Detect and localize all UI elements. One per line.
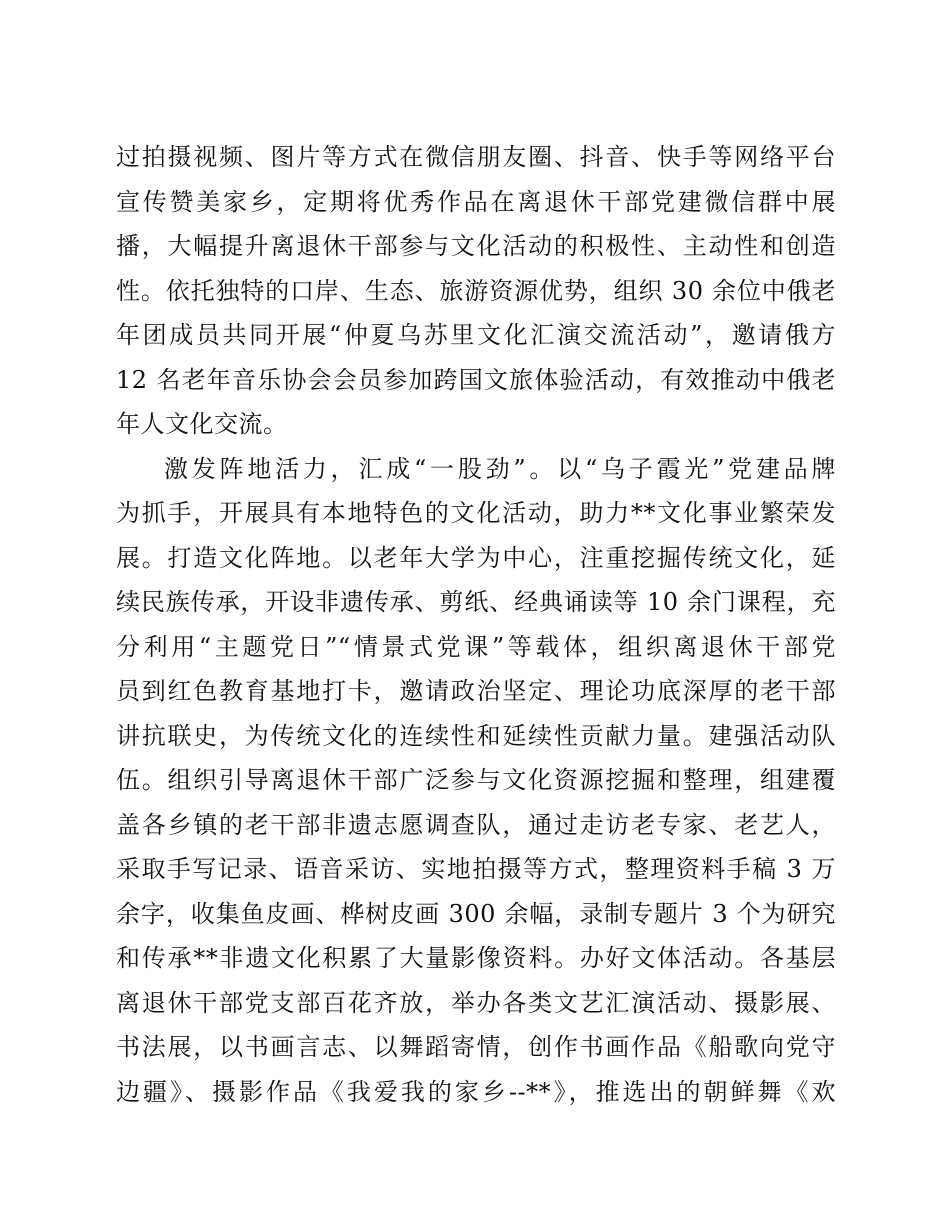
text-line: 盖各乡镇的老干部非遗志愿调查队，通过走访老专家、老艺人， xyxy=(116,810,836,839)
text-line: 伍。组织引导离退休干部广泛参与文化资源挖掘和整理，组建覆 xyxy=(116,766,836,794)
text-line: 书法展，以书画言志、以舞蹈寄情，创作书画作品《船歌向党守 xyxy=(116,1033,836,1061)
text-line: 12 名老年音乐协会会员参加跨国文旅体验活动，有效推动中俄老 xyxy=(116,365,836,394)
text-line: 播，大幅提升离退休干部参与文化活动的积极性、主动性和创造 xyxy=(116,232,836,260)
text-line: 年团成员共同开展“仲夏乌苏里文化汇演交流活动”，邀请俄方 xyxy=(116,321,836,349)
text-line: 为抓手，开展具有本地特色的文化活动，助力**文化事业繁荣发 xyxy=(116,499,836,527)
text-line: 员到红色教育基地打卡，邀请政治坚定、理论功底深厚的老干部 xyxy=(116,677,836,705)
text-line: 年人文化交流。 xyxy=(116,410,288,438)
paragraph-2 xyxy=(116,447,836,1115)
text-line: 采取手写记录、语音采访、实地拍摄等方式，整理资料手稿 3 万 xyxy=(116,855,836,883)
text-line: 离退休干部党支部百花齐放，举办各类文艺汇演活动、摄影展、 xyxy=(116,988,836,1017)
body-text xyxy=(116,135,836,1114)
text-line: 展。打造文化阵地。以老年大学为中心，注重挖掘传统文化，延 xyxy=(116,543,836,572)
text-line: 性。依托独特的口岸、生态、旅游资源优势，组织 30 余位中俄老 xyxy=(116,276,836,305)
text-line: 边疆》、摄影作品《我爱我的家乡--**》，推选出的朝鲜舞《欢 xyxy=(116,1077,836,1106)
text-line: 分利用“主题党日”“情景式党课”等载体，组织离退休干部党 xyxy=(116,632,836,661)
text-line: 续民族传承，开设非遗传承、剪纸、经典诵读等 10 余门课程，充 xyxy=(116,588,836,616)
text-line: 过拍摄视频、图片等方式在微信朋友圈、抖音、快手等网络平台 xyxy=(116,143,836,171)
text-line: 和传承**非遗文化积累了大量影像资料。办好文体活动。各基层 xyxy=(116,944,836,972)
paragraph-1 xyxy=(116,135,836,447)
text-line: 激发阵地活力，汇成“一股劲”。以“乌子霞光”党建品牌 xyxy=(164,454,836,483)
text-line: 讲抗联史，为传统文化的连续性和延续性贡献力量。建强活动队 xyxy=(116,721,836,750)
text-line: 宣传赞美家乡，定期将优秀作品在离退休干部党建微信群中展 xyxy=(116,187,836,216)
text-line: 余字，收集鱼皮画、桦树皮画 300 余幅，录制专题片 3 个为研究 xyxy=(116,899,836,928)
